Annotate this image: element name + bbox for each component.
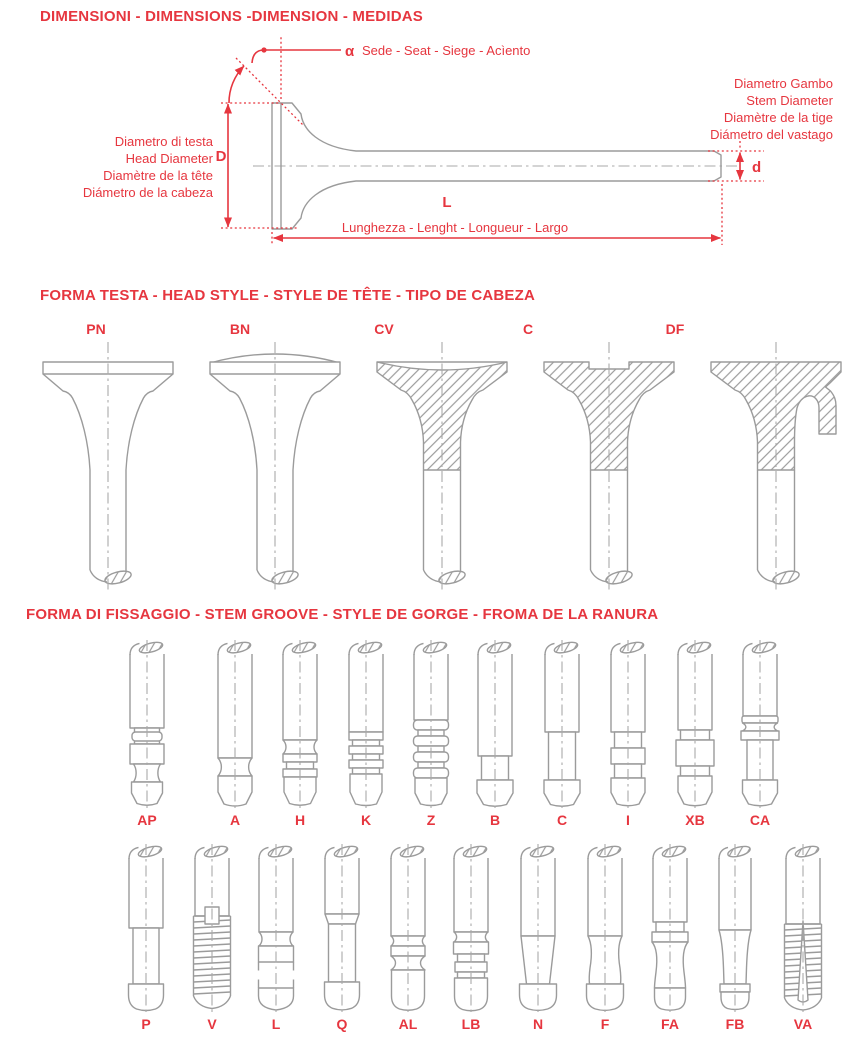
stem-groove-drawing-b xyxy=(473,640,517,812)
stem-diameter-label-line4: Diámetro del vastago xyxy=(710,127,833,142)
stem-groove-drawing-f xyxy=(583,844,627,1016)
stem-groove-drawing-va xyxy=(781,844,825,1016)
stem-groove-label-h: H xyxy=(294,812,306,828)
valve-dimension-diagram xyxy=(0,0,860,265)
stem-groove-label-z: Z xyxy=(426,812,436,828)
stem-groove-label-fa: FA xyxy=(661,1016,679,1032)
seat-angle-arc xyxy=(229,66,244,103)
stem-diameter-label-line3: Diamètre de la tige xyxy=(723,110,833,125)
dim-symbol-L: L xyxy=(442,194,452,211)
head-style-label-df: DF xyxy=(665,321,685,337)
stem-groove-drawing-v xyxy=(190,844,234,1016)
dimensions-section-title: DIMENSIONI - DIMENSIONS -DIMENSION - MEDIDAS xyxy=(40,8,423,25)
head-styles-section-title: FORMA TESTA - HEAD STYLE - STYLE DE TÊTE - TIPO DE CABEZA xyxy=(40,287,536,304)
stem-diameter-label-line2: Stem Diameter xyxy=(746,93,833,108)
stem-groove-drawing-fb xyxy=(713,844,757,1016)
stem-groove-drawing-q xyxy=(320,844,364,1016)
stem-groove-drawing-c xyxy=(540,640,584,812)
stem-groove-label-q: Q xyxy=(336,1016,348,1032)
head-diameter-label-line3: Diamètre de la tête xyxy=(103,168,213,183)
length-label: Lunghezza - Lenght - Longueur - Largo xyxy=(341,220,569,235)
stem-groove-drawing-p xyxy=(124,844,168,1016)
stem-groove-label-l: L xyxy=(271,1016,281,1032)
stem-groove-label-k: K xyxy=(360,812,372,828)
stem-groove-drawing-fa xyxy=(648,844,692,1016)
head-style-drawing-pn xyxy=(38,342,178,592)
stem-groove-label-c: C xyxy=(556,812,568,828)
stem-diameter-label-line1: Diametro Gambo xyxy=(734,76,833,91)
stem-groove-label-n: N xyxy=(532,1016,544,1032)
alpha-symbol: α xyxy=(345,43,355,60)
stem-groove-drawing-al xyxy=(386,844,430,1016)
head-style-label-bn: BN xyxy=(229,321,251,337)
dim-symbol-d: d xyxy=(752,159,762,176)
stem-groove-label-v: V xyxy=(207,1016,217,1032)
stem-groove-drawing-n xyxy=(516,844,560,1016)
stem-groove-drawing-ap xyxy=(125,640,169,812)
head-style-drawing-df xyxy=(706,342,846,592)
stem-groove-drawing-k xyxy=(344,640,388,812)
stem-groove-label-f: F xyxy=(600,1016,610,1032)
dim-symbol-D: D xyxy=(215,148,227,165)
seat-leader-dot xyxy=(261,47,266,52)
stem-groove-drawing-z xyxy=(409,640,453,812)
head-diameter-label-line1: Diametro di testa xyxy=(114,134,213,149)
head-diameter-label-line4: Diámetro de la cabeza xyxy=(82,185,213,200)
stem-groove-label-lb: LB xyxy=(461,1016,481,1032)
stem-groove-label-ca: CA xyxy=(749,812,771,828)
stem-groove-label-p: P xyxy=(141,1016,151,1032)
stem-groove-label-b: B xyxy=(489,812,501,828)
head-style-label-c: C xyxy=(522,321,534,337)
head-style-label-cv: CV xyxy=(374,321,394,337)
head-style-drawing-c xyxy=(539,342,679,592)
seat-label: Sede - Seat - Siege - Acìento xyxy=(362,43,531,58)
stem-groove-drawing-h xyxy=(278,640,322,812)
stem-groove-drawing-i xyxy=(606,640,650,812)
head-style-drawing-cv xyxy=(372,342,512,592)
stem-grooves-section-title: FORMA DI FISSAGGIO - STEM GROOVE - STYLE DE GORGE - FROMA DE LA RANURA xyxy=(26,606,659,623)
stem-groove-drawing-lb xyxy=(449,844,493,1016)
stem-groove-label-xb: XB xyxy=(685,812,705,828)
stem-groove-drawing-ca xyxy=(738,640,782,812)
stem-groove-drawing-xb xyxy=(673,640,717,812)
head-diameter-label-line2: Head Diameter xyxy=(125,151,213,166)
stem-groove-label-fb: FB xyxy=(725,1016,745,1032)
stem-groove-label-a: A xyxy=(229,812,241,828)
stem-groove-drawing-a xyxy=(213,640,257,812)
stem-groove-label-al: AL xyxy=(398,1016,418,1032)
stem-groove-label-va: VA xyxy=(793,1016,813,1032)
head-style-drawing-bn xyxy=(205,342,345,592)
stem-groove-label-i: I xyxy=(626,812,630,828)
stem-groove-label-ap: AP xyxy=(137,812,157,828)
head-style-label-pn: PN xyxy=(86,321,106,337)
stem-groove-drawing-l xyxy=(254,844,298,1016)
